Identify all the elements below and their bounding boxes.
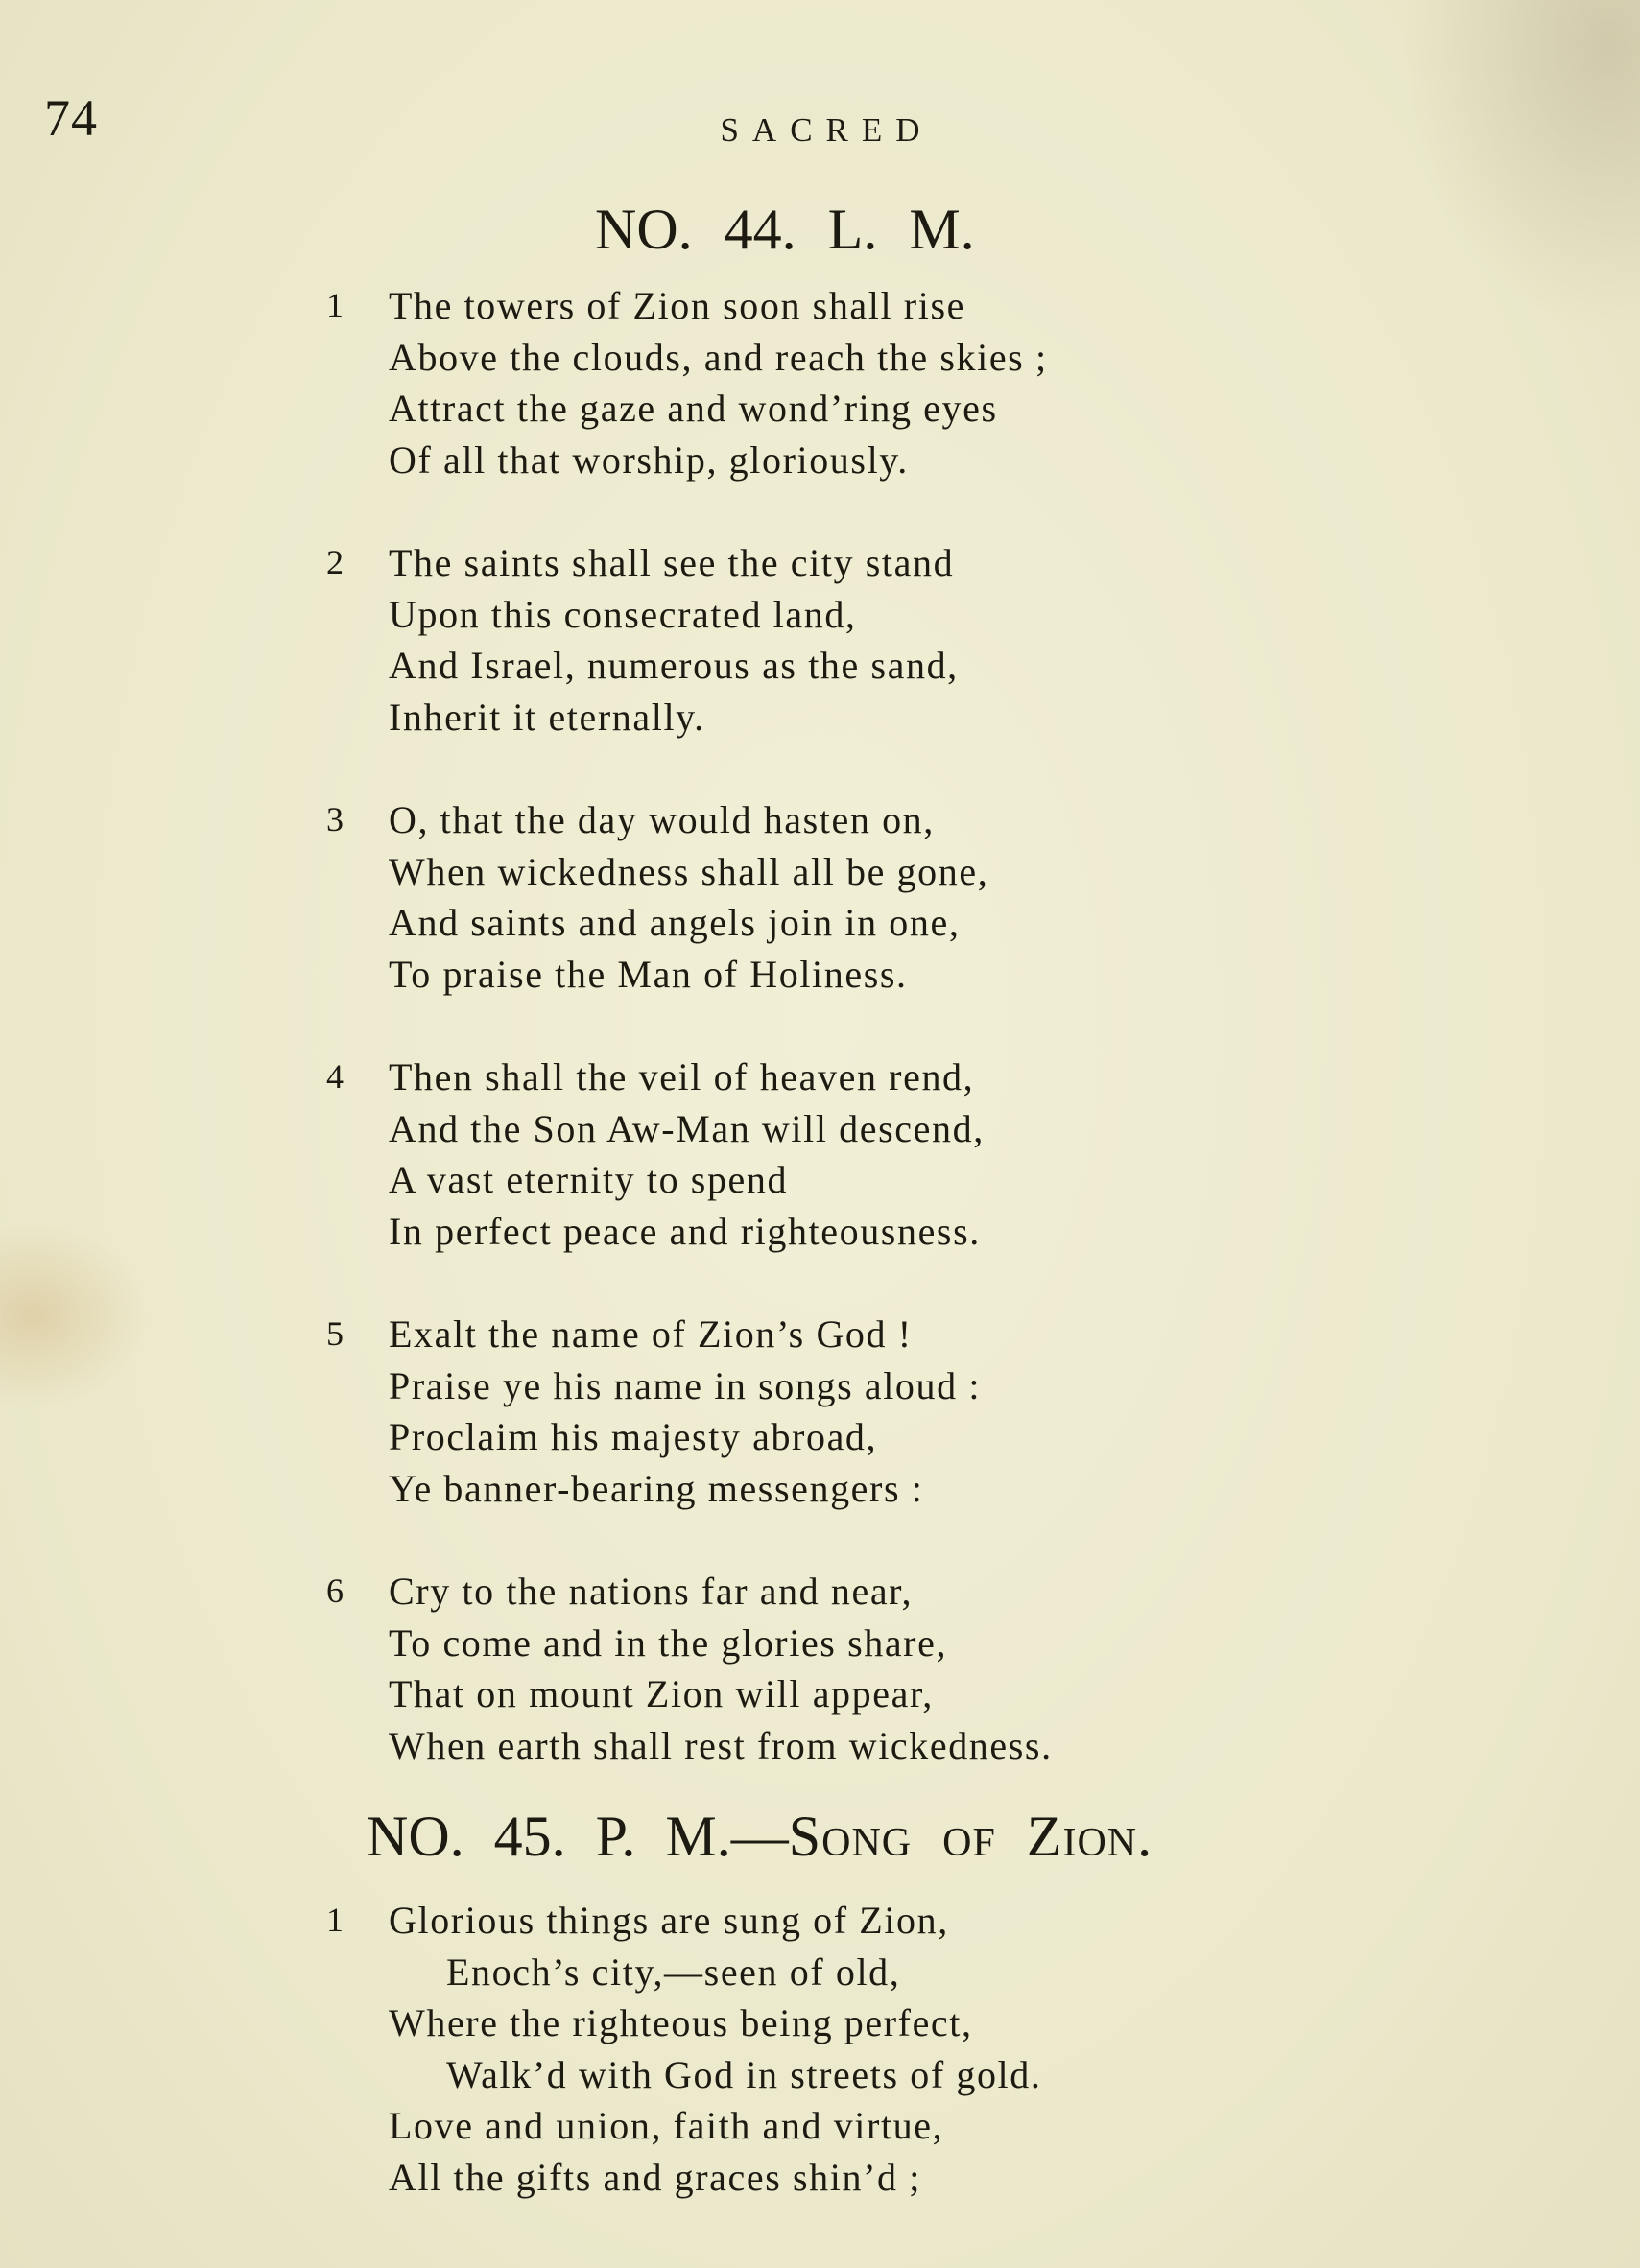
hymn-45-title: Song of Zion. <box>788 1805 1153 1868</box>
hymn-45-verse-1 <box>326 1895 1042 2203</box>
hymn-44-verse-1 <box>326 280 1048 485</box>
verse-line: When wickedness shall all be gone, <box>389 849 989 893</box>
verse-line: The saints shall see the city stand <box>389 541 955 584</box>
verse-line: In perfect peace and righteousness. <box>389 1209 981 1253</box>
hymn-44-number: NO. 44. <box>595 198 796 261</box>
hymn-44-heading <box>595 197 975 263</box>
verse-line: Proclaim his majesty abroad, <box>389 1415 878 1458</box>
hymn-45-dash: — <box>730 1805 789 1868</box>
verse-line: The towers of Zion soon shall rise <box>389 284 965 327</box>
verse-line: Inherit it eternally. <box>389 695 705 739</box>
verse-line: To praise the Man of Holiness. <box>389 952 908 996</box>
verse-line: And the Son Aw-Man will descend, <box>389 1106 985 1150</box>
verse-number: 6 <box>326 1571 345 1610</box>
verse-line: Glorious things are sung of Zion, <box>389 1899 949 1942</box>
verse-line: Upon this consecrated land, <box>389 592 857 636</box>
verse-line: To come and in the glories share, <box>389 1620 948 1665</box>
verse-line: Exalt the name of Zion’s God ! <box>389 1312 913 1356</box>
running-head: SACRED <box>720 111 934 149</box>
hymn-44-meter: L. M. <box>827 198 975 261</box>
verse-line: Where the righteous being perfect, <box>389 2001 973 2044</box>
verse-line: Cry to the nations far and near, <box>389 1570 914 1613</box>
verse-line: Walk’d with God in streets of gold. <box>446 2052 1042 2096</box>
hymn-44-verse-3 <box>326 794 989 1000</box>
hymn-44-verse-6 <box>326 1566 1053 1771</box>
hymn-44-verse-4 <box>326 1051 985 1257</box>
verse-number: 4 <box>326 1057 345 1096</box>
verse-line: All the gifts and graces shin’d ; <box>389 2155 921 2199</box>
verse-line: Ye banner-bearing messengers : <box>389 1466 924 1510</box>
hymn-45-heading <box>367 1804 1153 1870</box>
verse-line: Praise ye his name in songs aloud : <box>389 1363 982 1407</box>
verse-line: Enoch’s city,—seen of old, <box>446 1949 901 1994</box>
verse-line: Love and union, faith and virtue, <box>389 2104 944 2147</box>
hymn-44-verse-5 <box>326 1309 982 1514</box>
verse-line: And saints and angels join in one, <box>389 901 961 944</box>
page-number: 74 <box>44 89 98 147</box>
hymn-45-number: NO. 45. <box>367 1805 566 1868</box>
verse-line: When earth shall rest from wickedness. <box>389 1723 1053 1767</box>
verse-line: Then shall the veil of heaven rend, <box>389 1055 975 1099</box>
verse-number: 3 <box>326 800 345 839</box>
verse-line: Above the clouds, and reach the skies ; <box>389 335 1048 379</box>
verse-number: 1 <box>326 1901 345 1939</box>
verse-line: Of all that worship, gloriously. <box>389 437 909 482</box>
verse-number: 5 <box>326 1314 345 1353</box>
verse-line: And Israel, numerous as the sand, <box>389 644 959 687</box>
verse-line: Attract the gaze and wond’ring eyes <box>389 387 998 430</box>
hymn-45-meter: P. M. <box>595 1805 731 1868</box>
verse-number: 1 <box>326 286 345 324</box>
verse-line: That on mount Zion will appear, <box>389 1672 934 1715</box>
hymn-44-verse-2 <box>326 537 959 743</box>
verse-line: A vast eternity to spend <box>389 1158 789 1201</box>
verse-number: 2 <box>326 543 345 581</box>
verse-line: O, that the day would hasten on, <box>389 798 935 841</box>
